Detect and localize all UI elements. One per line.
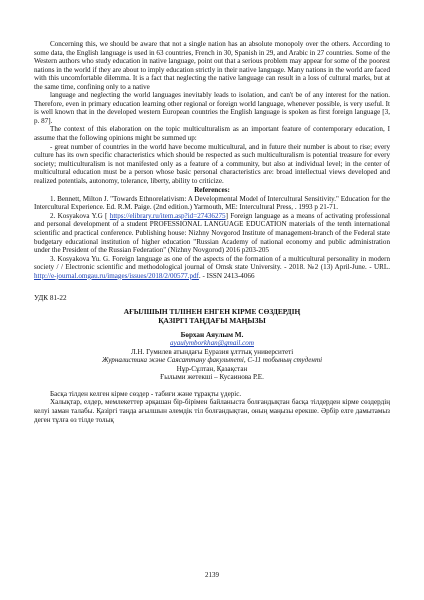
body-paragraph: Басқа тілден келген кірме сөздер - табиғи және тұрақты үдеріс. [50, 389, 242, 398]
reference-text: ] Foreign language as a means of activating professional and personal development of a student PROFESSIONAL LANGUAGE EDUCATION materials of the tenth international scientific and practical conference. Publishing house: Nizhny Novgorod Institute of management-branch of the Federal state budgetary educational institution of higher education "Russian Academy of national economy and public administration under the President of the Russian Federation" (Nizhny Novgorod) 2016 p203-205 [34, 211, 390, 255]
supervisor: Ғылыми жетекші – Кусаинова Р.Е. [160, 373, 264, 382]
body-paragraph: - great number of countries in the world have become multicultural, and in future their number is about to rise; every culture has its own specific characteristics which should be respected as such multiculturalism is potential treasure for every society; multiculturalism is not manifested only as a feature of a community, but also at individual level; in the center of multicultural education must be a person whose basic personal characteristics are: broad intellectual views developed and realized potentials, autonomy, tolerance, liberty, ability to criticize. [34, 142, 390, 185]
article-title-line: АҒЫЛШЫН ТІЛІНЕН ЕНГЕН КІРМЕ СӨЗДЕРДІҢ [123, 306, 301, 316]
page-number: 2139 [205, 571, 219, 579]
affiliation: Л.Н. Гумилев атындағы Еуразия ұлттық университеті [130, 347, 294, 356]
body-paragraph: Concerning this, we should be aware that not a single nation has an absolute monopoly over the others. According to some data, the English language is used in 63 countries, French in 30, Spanish in 29, and Arabic in 27 countries. Some of the Western authors who study education in native language, point out that a serious problem may appear for some of the poorest nations in the world if they are about to imply education strictly in their native language. Many nations in the world are faced with this uncomfortable dilemma. It is a fact that neglecting the native language can result in a loss of cultural marks, but at the same time, confining only to a native [34, 40, 390, 91]
reference-link[interactable]: http://e-journal.omgau.ru/images/issues/2018/2/00577.pdf [34, 271, 199, 280]
page-content [34, 40, 390, 424]
udk-code: УДК 81-22 [34, 294, 67, 303]
article-title-line: ҚАЗІРГІ ТАҢДАҒЫ МАҢЫЗЫ [158, 315, 266, 325]
reference-item: 1. Bennett, Milton J. "Towards Ethnorelativism: A Developmental Model of Intercultural Sensitivity." Education for the Intercultural Experience. Ed. R.M. Paige. (2nd edition.) Yarmouth, ME: Intercultural Press, . 1993 p 21-71. [34, 194, 390, 212]
reference-text: . - ISSN 2413-4066 [198, 271, 255, 280]
affiliation: Журналистика және Саясаттану факультеті, С-11 тобының студенті [101, 356, 323, 365]
author-email[interactable]: ayaulymborkhan@gmail.com [170, 339, 254, 348]
body-paragraph: Халықтар, елдер, мемлекеттер әрқашан бір-бірімен байланыста болғандықтан басқа тілдерден кірме сөздердің келуі заман талабы. Қазіргі таңда ағылшын әлемдік тіл болғандықтан, оның маңызы ерекше. Әрбір елге дамытамыз деген тұлға өз тілде толық [34, 398, 390, 424]
body-paragraph: The context of this elaboration on the topic multiculturalism as an important feature of contemporary education, I assume that the following opinions might be summed up: [34, 125, 390, 143]
reference-item [34, 212, 390, 255]
reference-text: 3. Kosyakova Yu. G. Foreign language as one of the aspects of the formation of a multicultural personality in modern society / / Electronic scientific and methodological journal of Omsk state University. - 2018. №2 (13) April-June. - URL. [34, 254, 390, 272]
article-title [34, 307, 390, 325]
reference-item [34, 255, 390, 281]
body-paragraph: language and neglecting the world languages inevitably leads to isolation, and can't be of any interest for the nation. Therefore, even in primary education learning other regional or foreign world language, whenever possible, is very useful. It is well known that in the developed western European countries the English language is spoken as first foreign language [3, p. 87]. [34, 91, 390, 125]
reference-link[interactable]: https://elibrary.ru/item.asp?id=27436275 [109, 211, 226, 220]
author-name: Бөрхан Аяулым М. [180, 330, 244, 339]
references-heading: References: [194, 186, 230, 195]
author-email-line [34, 339, 390, 348]
city: Нұр-Сұлтан, Қазақстан [176, 364, 248, 373]
reference-text: 2. Kosyakova Y.G [ [50, 211, 108, 220]
